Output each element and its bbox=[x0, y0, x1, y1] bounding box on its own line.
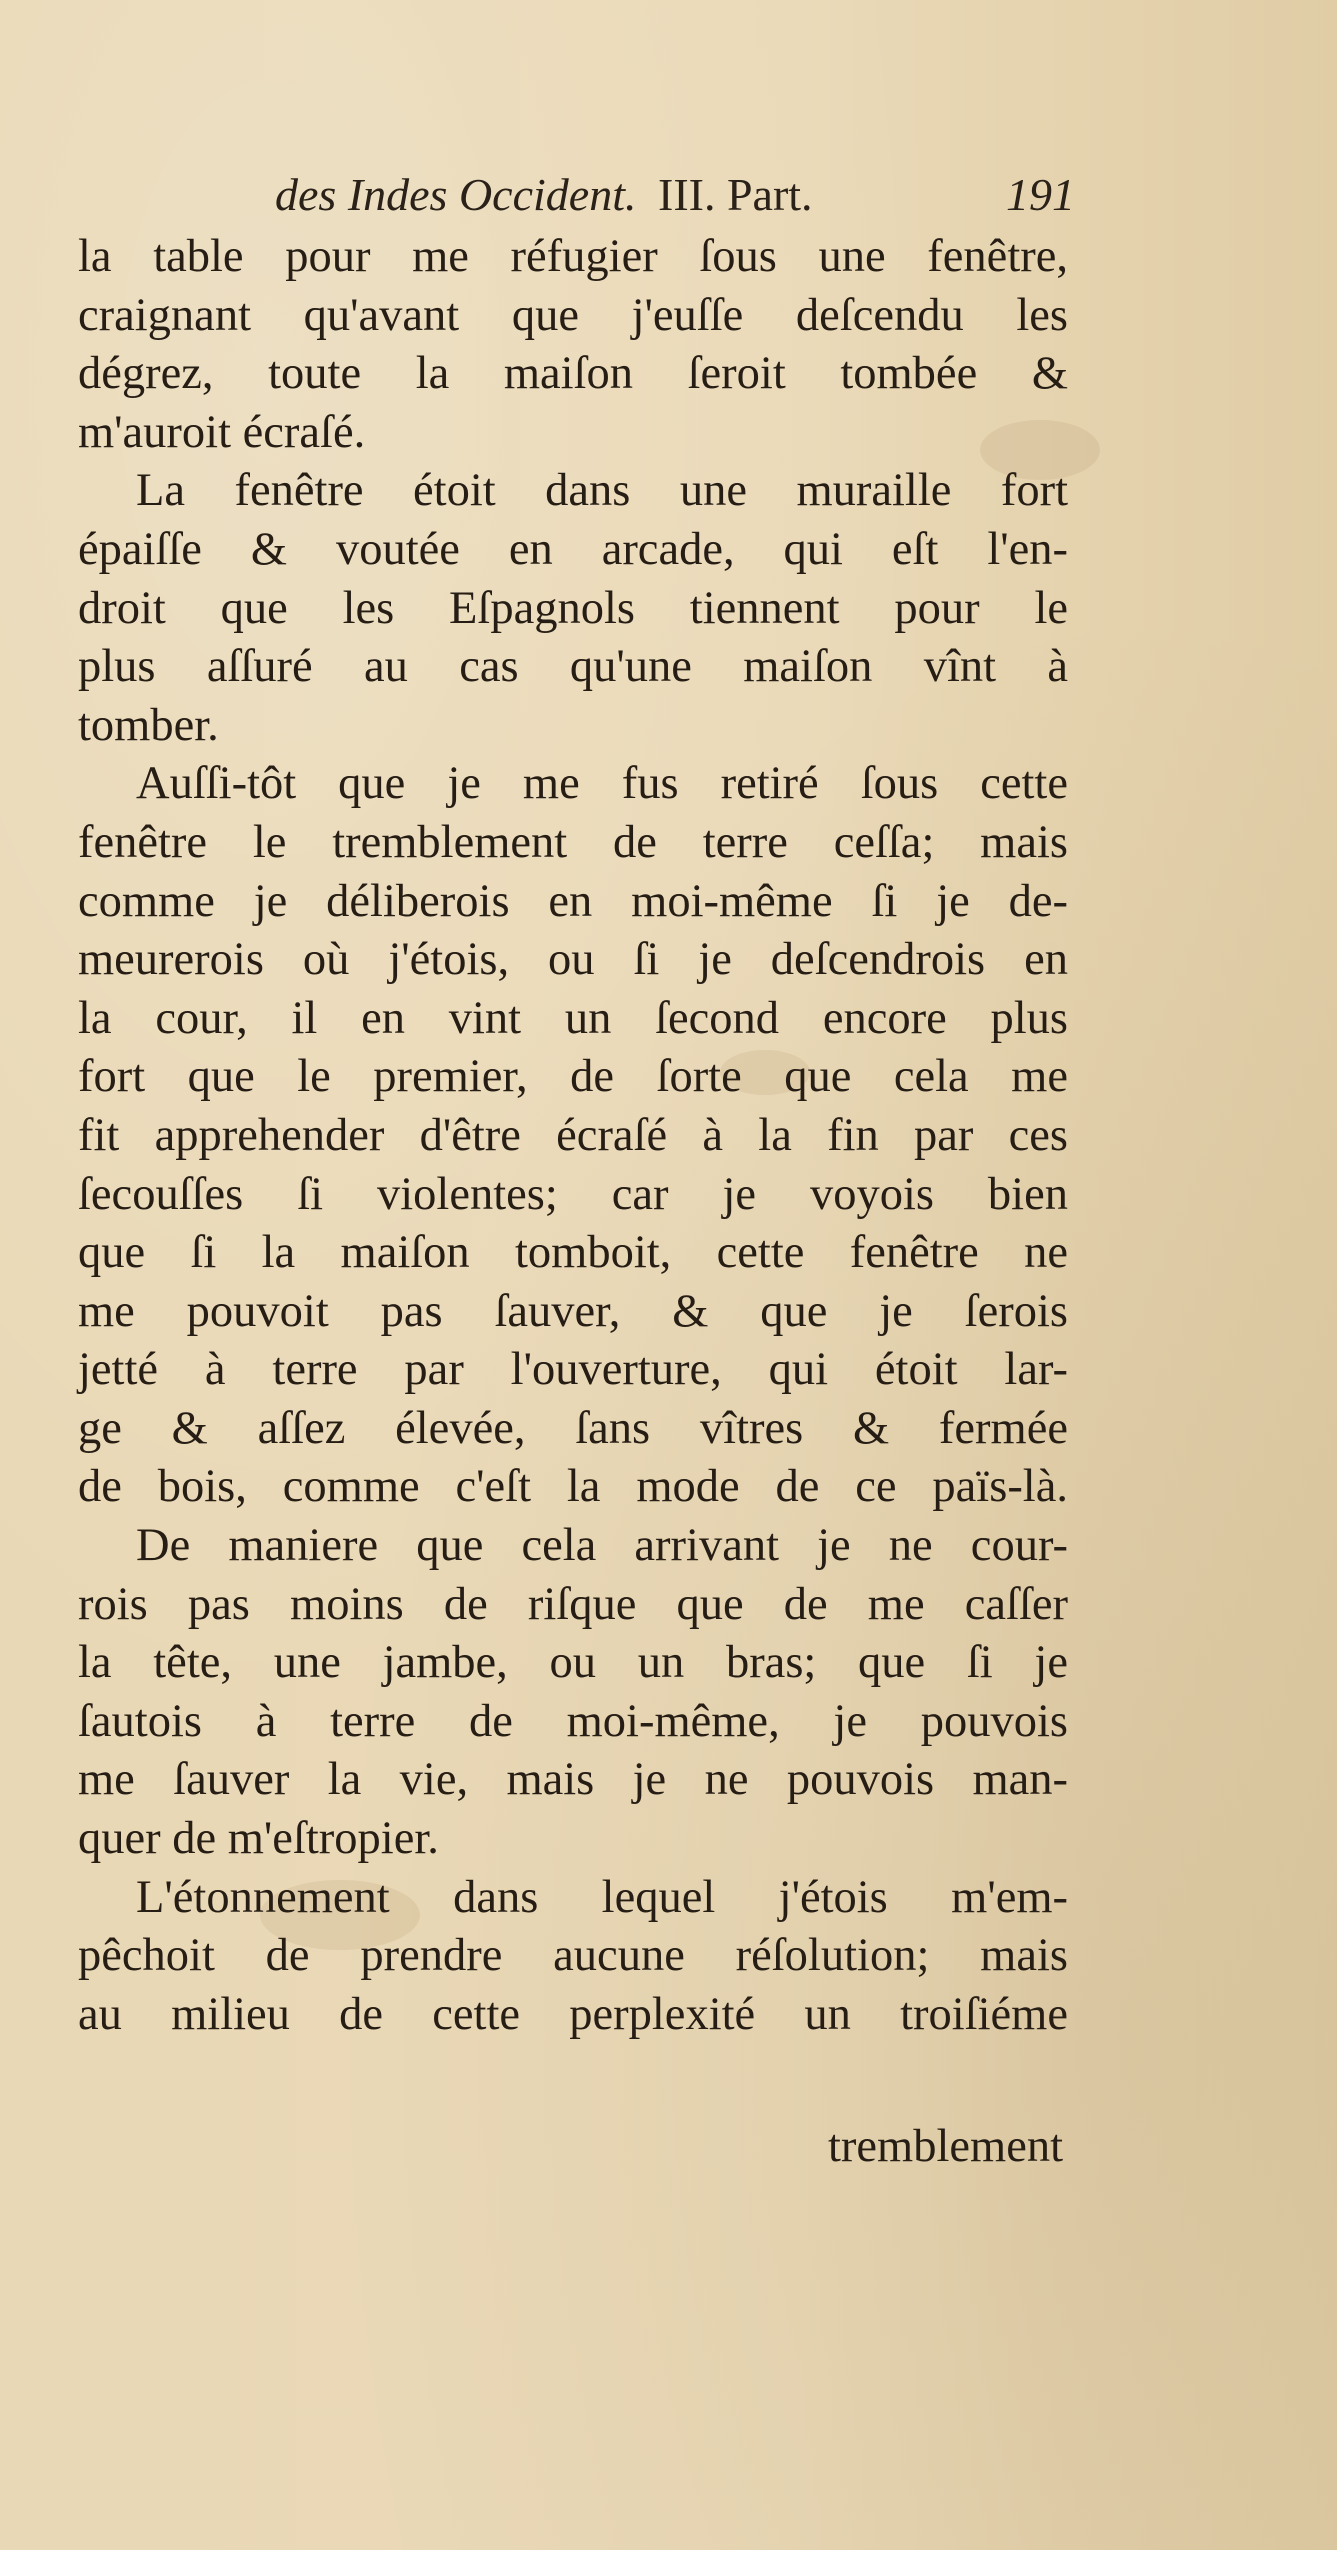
text-line: fort que le premier, de ſorte que cela me bbox=[78, 1051, 1068, 1103]
body-text bbox=[78, 228, 1068, 2044]
text-line: ſecouſſes ſi violentes; car je voyois bien bbox=[78, 1168, 1068, 1220]
text-line: L'étonnement dans lequel j'étois m'em- bbox=[136, 1871, 1068, 1923]
page-number: 191 bbox=[1006, 169, 1075, 220]
text-line: plus aſſuré au cas qu'une maiſon vînt à bbox=[78, 641, 1068, 693]
text-line: craignant qu'avant que j'euſſe deſcendu les bbox=[78, 289, 1068, 341]
text-line: la table pour me réfugier ſous une fenêtre, bbox=[78, 231, 1068, 282]
running-title: des Indes Occident. bbox=[275, 169, 637, 220]
text-line: meurerois où j'étois, ou ſi je deſcendrois en bbox=[78, 934, 1068, 986]
text-line: que ſi la maiſon tomboit, cette fenêtre ne bbox=[78, 1227, 1068, 1279]
text-line: quer de m'eſtropier. bbox=[78, 1813, 439, 1865]
catchword: tremblement bbox=[828, 2121, 1063, 2172]
text-line: la tête, une jambe, ou un bras; que ſi je bbox=[78, 1637, 1068, 1689]
text-line: droit que les Eſpagnols tiennent pour le bbox=[78, 582, 1068, 634]
text-line: au milieu de cette perplexité un troiſiéme bbox=[78, 1988, 1068, 2040]
text-line: me pouvoit pas ſauver, & que je ſerois bbox=[78, 1285, 1068, 1337]
running-part: III. Part. bbox=[658, 169, 813, 220]
text-line: fenêtre le tremblement de terre ceſſa; mais bbox=[78, 816, 1068, 868]
text-line: De maniere que cela arrivant je ne cour- bbox=[136, 1520, 1068, 1572]
text-line: m'auroit écraſé. bbox=[78, 406, 366, 458]
text-line: ſautois à terre de moi-même, je pouvois bbox=[78, 1695, 1068, 1747]
text-line: pêchoit de prendre aucune réſolution; mais bbox=[78, 1930, 1068, 1982]
text-line: Auſſi-tôt que je me fus retiré ſous cette bbox=[136, 758, 1068, 810]
text-line: dégrez, toute la maiſon ſeroit tombée & bbox=[78, 348, 1068, 400]
text-line: de bois, comme c'eſt la mode de ce païs-là. bbox=[78, 1461, 1068, 1513]
text-line: épaiſſe & voutée en arcade, qui eſt l'en- bbox=[78, 523, 1068, 575]
text-line: jetté à terre par l'ouverture, qui étoit lar- bbox=[78, 1344, 1068, 1396]
text-line: me ſauver la vie, mais je ne pouvois man- bbox=[78, 1754, 1068, 1806]
running-head bbox=[275, 165, 1075, 225]
text-line: rois pas moins de riſque que de me caſſer bbox=[78, 1578, 1068, 1630]
text-line: La fenêtre étoit dans une muraille fort bbox=[136, 465, 1068, 517]
text-line: ge & aſſez élevée, ſans vîtres & fermée bbox=[78, 1402, 1068, 1454]
text-line: tomber. bbox=[78, 699, 219, 751]
text-line: fit apprehender d'être écraſé à la fin par ces bbox=[78, 1109, 1068, 1161]
text-line: comme je déliberois en moi-même ſi je de- bbox=[78, 875, 1068, 927]
text-line: la cour, il en vint un ſecond encore plus bbox=[78, 992, 1068, 1044]
